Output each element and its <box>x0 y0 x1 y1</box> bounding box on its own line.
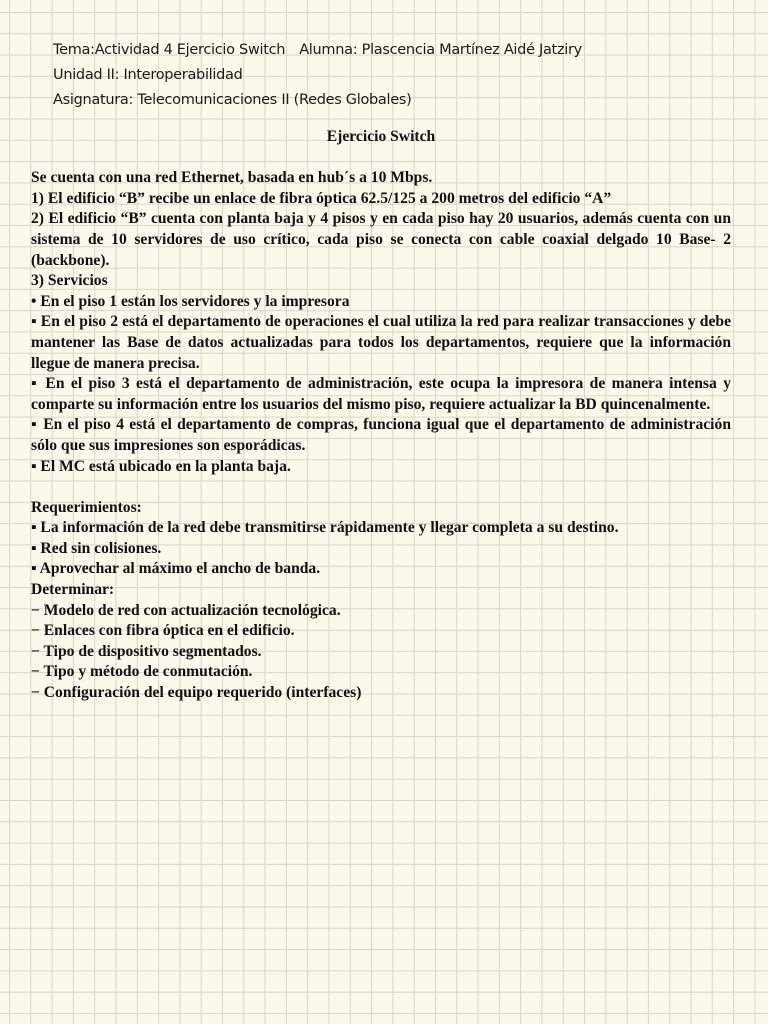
header-line-1 <box>53 38 743 63</box>
item-3: 3) Servicios <box>31 272 108 290</box>
servicio-piso-2: ▪ En el piso 2 está el departamento de operaciones el cual utiliza la red para realizar transacciones y debe mantener las Base de datos actualizadas para todos los departamentos, requiere que la información llegue de manera precisa. <box>31 313 731 372</box>
determinar-item: − Enlaces con fibra óptica en el edificio. <box>31 622 295 640</box>
servicio-piso-1: • En el piso 1 están los servidores y la impresora <box>31 292 350 310</box>
header-tema: Tema:Actividad 4 Ejercicio Switch <box>53 42 286 58</box>
requerimientos-heading: Requerimientos: <box>31 498 142 516</box>
determinar-item: − Modelo de red con actualización tecnológica. <box>31 601 341 619</box>
requerimiento-item: ▪ Aprovechar al máximo el ancho de banda. <box>31 560 321 578</box>
servicio-mc: ▪ El MC está ubicado en la planta baja. <box>31 457 291 475</box>
determinar-item: − Tipo y método de conmutación. <box>31 663 253 681</box>
determinar-item: − Configuración del equipo requerido (interfaces) <box>31 684 362 702</box>
header-asignatura: Asignatura: Telecomunicaciones II (Redes Globales) <box>53 92 412 108</box>
servicio-piso-4: ▪ En el piso 4 está el departamento de compras, funciona igual que el departamento de administración sólo que sus impresiones son esporádicas. <box>31 416 731 454</box>
header-alumna: Alumna: Plascencia Martínez Aidé Jatziry <box>299 42 582 58</box>
handwritten-header <box>53 38 743 113</box>
document-body <box>31 127 731 704</box>
intro-text: Se cuenta con una red Ethernet, basada en hub´s a 10 Mbps. <box>31 169 433 187</box>
item-1: 1) El edificio “B” recibe un enlace de fibra óptica 62.5/125 a 200 metros del edificio “A” <box>31 189 612 207</box>
determinar-heading: Determinar: <box>31 581 115 599</box>
requerimiento-item: ▪ La información de la red debe transmitirse rápidamente y llegar completa a su destino. <box>31 519 619 537</box>
servicio-piso-3: ▪ En el piso 3 está el departamento de administración, este ocupa la impresora de manera intensa y comparte su información entre los usuarios del mismo piso, requiere actualizar la BD quincenalmente. <box>31 375 731 413</box>
header-unidad: Unidad II: Interoperabilidad <box>53 67 243 83</box>
item-2: 2) El edificio “B” cuenta con planta baja y 4 pisos y en cada piso hay 20 usuarios, además cuenta con un sistema de 10 servidores de uso crítico, cada piso se conecta con cable coaxial delgado 10 Base- 2 (backbone). <box>31 210 731 269</box>
document-title: Ejercicio Switch <box>326 128 436 145</box>
determinar-item: − Tipo de dispositivo segmentados. <box>31 642 262 660</box>
requerimiento-item: ▪ Red sin colisiones. <box>31 539 162 557</box>
